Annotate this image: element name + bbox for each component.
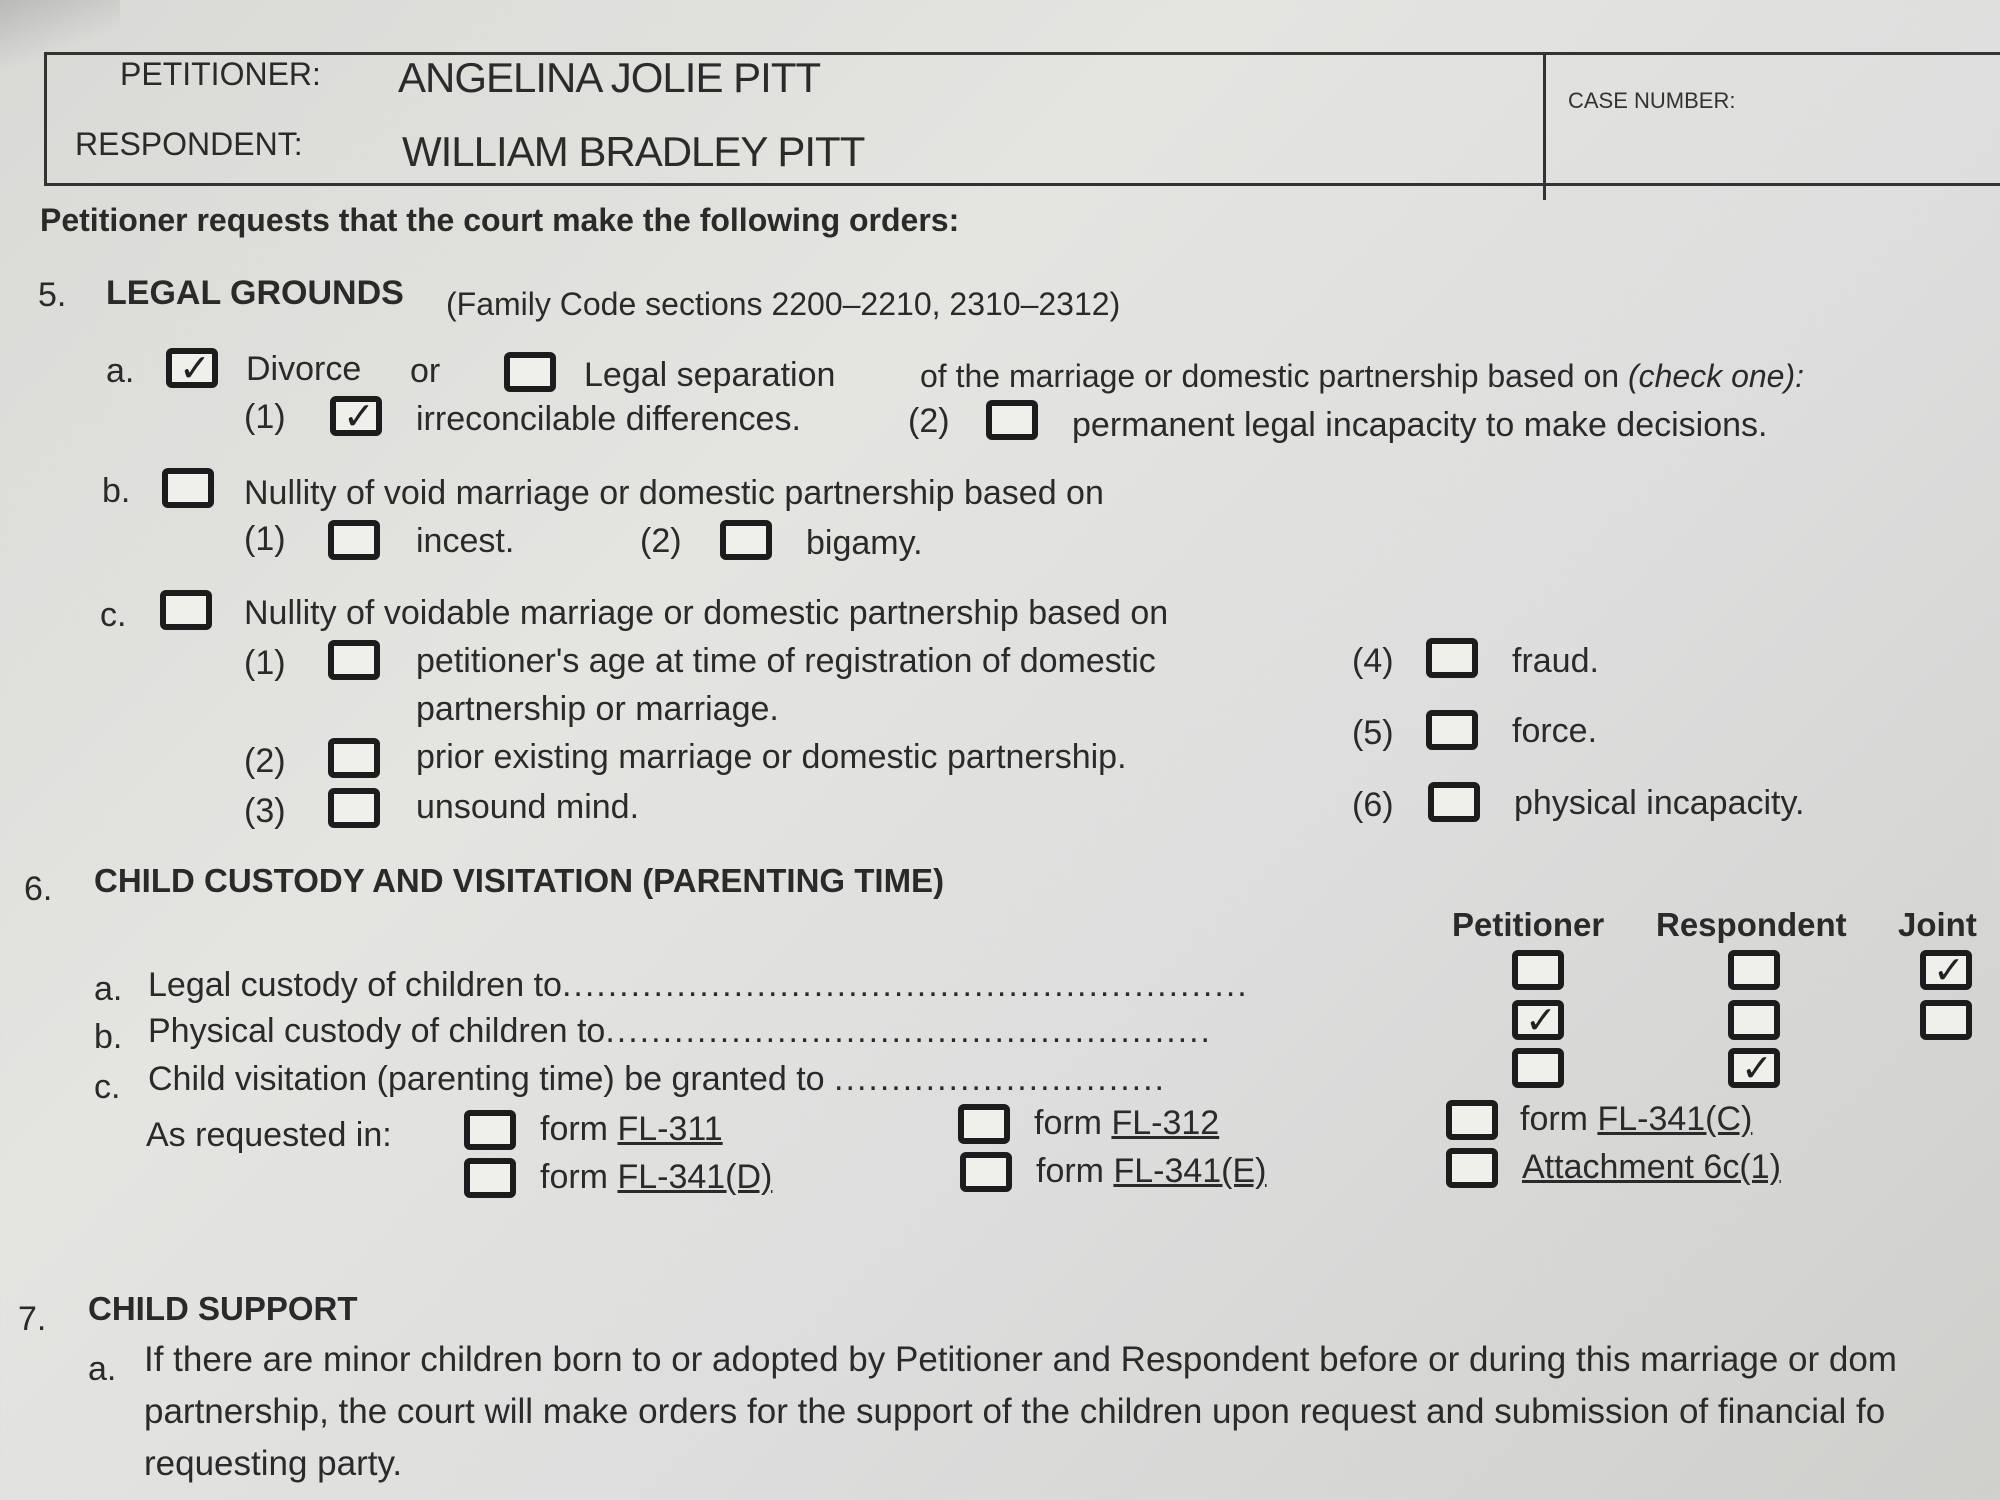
- prior-marriage-label: prior existing marriage or domestic partnership.: [416, 738, 1127, 776]
- section-6-title: CHILD CUSTODY AND VISITATION (PARENTING TIME): [94, 862, 945, 899]
- child-support-text-line2: partnership, the court will make orders for the support of the children upon request and submission of financial fo: [144, 1392, 1886, 1431]
- column-joint: Joint: [1898, 906, 1977, 943]
- item-5a-letter: a.: [106, 352, 135, 390]
- incest-label: incest.: [416, 522, 515, 560]
- form-fl312-label: form FL-312: [1034, 1104, 1220, 1142]
- legal-custody-text: Legal custody of children to............................................................: [148, 966, 1249, 1004]
- petitioner-label: PETITIONER:: [120, 56, 321, 92]
- legal-custody-joint-checkbox[interactable]: [1920, 950, 1972, 990]
- force-checkbox[interactable]: [1426, 710, 1478, 750]
- fraud-label: fraud.: [1512, 642, 1599, 680]
- form-fl341d-label: form FL-341(D): [540, 1158, 773, 1196]
- legal-custody-petitioner-checkbox[interactable]: [1512, 950, 1564, 990]
- item-5c4-number: (4): [1352, 642, 1394, 680]
- incest-checkbox[interactable]: [328, 520, 380, 560]
- petitioner-age-label: petitioner's age at time of registration of domestic: [416, 642, 1156, 680]
- fraud-checkbox[interactable]: [1426, 638, 1478, 678]
- physical-incapacity-label: physical incapacity.: [1514, 784, 1805, 822]
- petitioner-age-label-cont: partnership or marriage.: [416, 690, 779, 728]
- item-5c5-number: (5): [1352, 714, 1394, 752]
- legal-custody-respondent-checkbox[interactable]: [1728, 950, 1780, 990]
- item-5a1-number: (1): [244, 398, 286, 436]
- item-7a-letter: a.: [88, 1350, 117, 1388]
- section-5-title: LEGAL GROUNDS: [106, 274, 404, 312]
- respondent-name: WILLIAM BRADLEY PITT: [402, 128, 865, 175]
- check-mark-icon: ✓: [1741, 1046, 1773, 1090]
- item-5c1-number: (1): [244, 644, 286, 682]
- item-5c3-number: (3): [244, 792, 286, 830]
- form-fl341c-checkbox[interactable]: [1446, 1100, 1498, 1140]
- legal-separation-checkbox[interactable]: [504, 352, 556, 392]
- visitation-petitioner-checkbox[interactable]: [1512, 1048, 1564, 1088]
- divorce-checkbox[interactable]: [166, 348, 218, 388]
- check-mark-icon: ✓: [343, 394, 375, 438]
- physical-incapacity-checkbox[interactable]: [1428, 782, 1480, 822]
- physical-custody-respondent-checkbox[interactable]: [1728, 1000, 1780, 1040]
- check-mark-icon: ✓: [179, 346, 211, 390]
- physical-custody-petitioner-checkbox[interactable]: [1512, 1000, 1564, 1040]
- item-6c-letter: c.: [94, 1068, 121, 1106]
- legal-incapacity-checkbox[interactable]: [986, 400, 1038, 440]
- legal-incapacity-label: permanent legal incapacity to make decisions.: [1072, 406, 1768, 444]
- unsound-mind-label: unsound mind.: [416, 788, 640, 826]
- check-mark-icon: ✓: [1525, 998, 1557, 1042]
- item-5a2-number: (2): [908, 402, 950, 440]
- form-fl341e-checkbox[interactable]: [960, 1152, 1012, 1192]
- form-fl311-label: form FL-311: [540, 1110, 723, 1148]
- attachment-6c1-checkbox[interactable]: [1446, 1148, 1498, 1188]
- petitioner-name: ANGELINA JOLIE PITT: [398, 54, 821, 101]
- nullity-voidable-checkbox[interactable]: [160, 590, 212, 630]
- nullity-voidable-label: Nullity of voidable marriage or domestic partnership based on: [244, 594, 1169, 632]
- form-fl312-checkbox[interactable]: [958, 1104, 1010, 1144]
- item-6a-letter: a.: [94, 970, 123, 1008]
- attachment-6c1-label: Attachment 6c(1): [1522, 1148, 1781, 1186]
- bigamy-checkbox[interactable]: [720, 520, 772, 560]
- nullity-void-checkbox[interactable]: [162, 468, 214, 508]
- item-6b-letter: b.: [94, 1018, 123, 1056]
- child-support-text-line1: If there are minor children born to or adopted by Petitioner and Respondent before or during this marriage or dom: [144, 1340, 1897, 1379]
- form-fl341e-label: form FL-341(E): [1036, 1152, 1267, 1190]
- force-label: force.: [1512, 712, 1598, 750]
- respondent-label: RESPONDENT:: [75, 126, 303, 162]
- item-5b1-number: (1): [244, 520, 286, 558]
- section-5-subtitle: (Family Code sections 2200–2210, 2310–2312): [446, 286, 1121, 322]
- legal-separation-label: Legal separation: [584, 356, 836, 394]
- item-5b2-number: (2): [640, 522, 682, 560]
- as-requested-label: As requested in:: [146, 1116, 392, 1154]
- section-6-number: 6.: [24, 870, 53, 908]
- bigamy-label: bigamy.: [806, 524, 923, 562]
- case-number-divider: [1543, 52, 1546, 200]
- section-7-title: CHILD SUPPORT: [88, 1290, 358, 1327]
- column-respondent: Respondent: [1656, 906, 1847, 943]
- visitation-respondent-checkbox[interactable]: [1728, 1048, 1780, 1088]
- irreconcilable-differences-checkbox[interactable]: [330, 396, 382, 436]
- item-5c2-number: (2): [244, 742, 286, 780]
- divorce-label: Divorce: [246, 350, 362, 388]
- case-number-label: CASE NUMBER:: [1568, 88, 1736, 113]
- or-label: or: [410, 352, 441, 390]
- nullity-void-label: Nullity of void marriage or domestic partnership based on: [244, 474, 1104, 512]
- section-7-number: 7.: [18, 1300, 47, 1338]
- item-5c6-number: (6): [1352, 786, 1394, 824]
- child-visitation-text: Child visitation (parenting time) be granted to .............................: [148, 1060, 1166, 1098]
- form-fl341d-checkbox[interactable]: [464, 1158, 516, 1198]
- based-on-text: of the marriage or domestic partnership based on (check one):: [920, 358, 1805, 394]
- prior-marriage-checkbox[interactable]: [328, 738, 380, 778]
- column-petitioner: Petitioner: [1452, 906, 1605, 943]
- caption-box: [44, 52, 2000, 186]
- form-fl311-checkbox[interactable]: [464, 1110, 516, 1150]
- intro-text: Petitioner requests that the court make the following orders:: [40, 202, 960, 238]
- child-support-text-line3: requesting party.: [144, 1444, 403, 1483]
- section-5-number: 5.: [38, 276, 67, 314]
- check-mark-icon: ✓: [1933, 948, 1965, 992]
- item-5b-letter: b.: [102, 472, 131, 510]
- petitioner-age-checkbox[interactable]: [328, 640, 380, 680]
- physical-custody-joint-checkbox[interactable]: [1920, 1000, 1972, 1040]
- form-fl341c-label: form FL-341(C): [1520, 1100, 1753, 1138]
- item-5c-letter: c.: [100, 596, 127, 634]
- unsound-mind-checkbox[interactable]: [328, 788, 380, 828]
- irreconcilable-differences-label: irreconcilable differences.: [416, 400, 801, 438]
- physical-custody-text: Physical custody of children to.....................................................: [148, 1012, 1212, 1050]
